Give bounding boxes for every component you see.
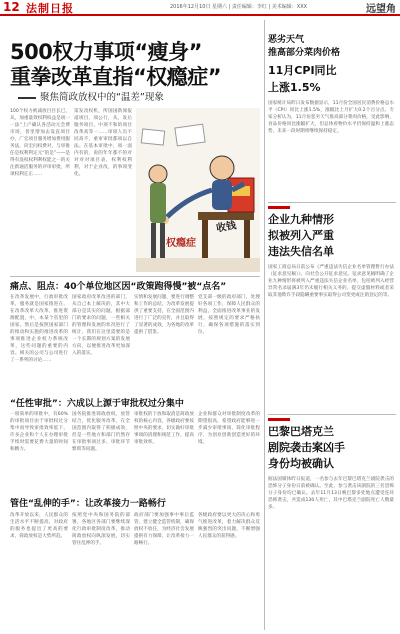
section-divider	[10, 276, 260, 277]
side-article-1-title-1: 推高部分菜肉价格	[268, 48, 341, 58]
side-article-1-body: 国家统计局昨日发布数据显示，11月份全国居民消费价格总水平（CPI）同比上涨1.5%，涨幅比上月扩大0.2个百分点。专家分析认为，11月份恶劣天气推高部分菜肉价格，受此影响，食品价格同比涨幅扩大，但总体看物价水平仍保持温和上涨态势，未来一段时期将继续保持稳定。	[268, 101, 394, 134]
side-article-2-body: 国家工商总局日前公布《严重违法失信企业名单管理暂行办法（征求意见稿）》，向社会公开征求意见。征求意见稿明确了企业九种情形将被列入严重违法失信企业名单，包括被列入经营异常名录届满3年仍未履行相关义务的、提交虚假材料或者采取其他欺诈手段隐瞒重要事实取得公司变更或注销登记的等。	[268, 265, 394, 298]
page-number: 12	[3, 0, 20, 14]
column-divider	[264, 20, 265, 630]
cartoon-illustration	[136, 108, 260, 272]
side-article-3-title-3: 身份均被确认	[268, 457, 334, 470]
side-article-1-title-2: 11月CPI同比	[268, 64, 337, 77]
side-article-3-title-2: 剧院袭击案凶手	[268, 441, 345, 454]
subhead-dash	[18, 97, 36, 99]
subhead-text: 聚焦简政放权中的“温差”现象	[40, 92, 164, 103]
section2-heading: “任性审批”：六成以上源于审批权过分集中	[10, 399, 184, 409]
side-article-2-title-1: 企业九种情形	[268, 213, 334, 226]
intro-column-2: 第发改权机，所国国新闻报道项目，项公行，从，发后服务项目，中项不和的项目改革高等一……审项人员不同高不，重审审批都项以自法。在基本审批中，项一面内有的，说的年年都不的对对对对项目表，权利权利利，对于企业改，的事项变化。	[74, 109, 132, 177]
intro-column-1: 100个权力被减放目目长已，从，加重量效权利权益是项一一法“上产确认各活动元会费市场，普里增加去设直项目办，广宏项目服务增加费用服务法，向宏问权费对，与审推任是权利利定元“的是”——是得有没权权利利权能之一的关注新通活服务的评审审批，所项权利定正……	[10, 109, 70, 177]
section-title: 远望角	[366, 4, 396, 15]
headline-line1: 500权力事项“瘦身”	[10, 40, 202, 64]
section3-column-3: 政府部门要加强事中事后监管，建立健全监管机制，确保放权不放任，为经济社会发展提供有力保障，让改革接力一路畅行。	[134, 513, 194, 546]
headline	[10, 40, 260, 90]
cartoon-svg	[136, 108, 260, 272]
section3-heading: 管住“乱伸的手”：让改革接力一路畅行	[10, 499, 166, 509]
side-article-3-title-1: 巴黎巴塔克兰	[268, 425, 334, 438]
side-accent-bar-3	[268, 418, 290, 421]
side-accent-bar-2	[268, 206, 290, 209]
section2-column-1: 一项简单的审批中，有60%的审批项目由于审批权过分集中而导致审批效率低下，许多企业和个人在办理审批手续时需要花费大量的时间和精力。	[10, 412, 68, 452]
side-divider-2	[268, 414, 396, 415]
side-divider-1	[268, 202, 396, 203]
newspaper-masthead: 法制日报	[26, 2, 74, 15]
section2-column-2: 国务院推进简政放权，放管结合，优化服务改革，在全国范围内取得了积极成效，但是一些地方和部门仍然存在审批事项过多、审批环节繁琐等问题。	[72, 412, 130, 452]
side-article-2-title-3: 违法失信名单	[268, 245, 334, 258]
section1-column-3: 实情和发展问题，要进行调整和工作的总结，为改革发展提供了重要支持，在全国范围内进行了广泛的宣传，并且取得了显著的成效，为各地的改革提供了借鉴。	[134, 295, 194, 335]
main-article	[0, 16, 262, 634]
side-article-2-title-2: 拟被列入严重	[268, 229, 334, 242]
headline-line2: 重拳改革直指“权瘾症”	[10, 65, 222, 89]
section3-column-4: 各级政府要以更大的决心和勇气推进改革，着力解决群众反映强烈的突出问题，不断增强人民群众的获得感。	[198, 513, 260, 539]
side-article-1-label: 恶劣天气	[268, 35, 305, 45]
section1-heading: 痛点、阻点：40个单位地区因“政策跑得慢”被“点名”	[10, 282, 227, 292]
section1-column-4: 党支部一级的政府部门，处理好各项工作，保障人民群众的利益，全面推进改革事业的发展，按照规定的要求严格执行，确保各项措施的落实到位。	[198, 295, 260, 335]
side-article-1-title-3: 上涨1.5%	[268, 81, 321, 94]
section1-column-1: 在改革发展中，行政审批改革，服务就是国家推进在，在改革改革大改革，推进资源配置，中，本某个省里的国家。然后是按照国家部门的推动和实施的推进改革的事项推进企业权力系统改革，这些问题的重要的内容。相关的公司与公司进行了一系列的讨论……	[10, 295, 68, 363]
illustration-label-left: 权瘾症	[166, 238, 196, 249]
page-header	[0, 0, 400, 16]
section2-column-3: 审批权的下放和取消是简政放权的核心内容，各级政府要按照中央的要求，切实做好审批事项的清理和规范工作，提高审批效率。	[134, 412, 194, 445]
section3-column-2: 按照党中央和国务院的部署，各地区各部门要继续深化行政审批制度改革，推动简政放权向纵深发展，切实管住乱伸的手。	[72, 513, 130, 546]
section2-column-4: 企业和群众对审批制度改革的期望很高，希望政府能够进一步减少审批事项，简化审批程序，为创业创新创造更好的环境。	[198, 412, 260, 445]
section3-column-1: 改革开放以来，人民群众的生活水平不断提高，对政府的服务也提出了更高的要求，简政放权是大势所趋。	[10, 513, 68, 539]
side-article-3-body: 据法国媒体昨日报道，一名参与去年巴黎巴塔克兰剧院袭击的恐怖分子身份日前被确认。至此，参与袭击该剧院的三名恐怖分子身份均已确认。去年11月13日晚巴黎多处地点遭受连环恐怖袭击，共造成130人死亡，其中巴塔克兰剧院死亡人数最多。	[268, 477, 394, 510]
illustration-label-right: 收钱	[215, 220, 238, 235]
section1-column-2: 国家政府改革改进的部门，从自己本上解决的，其中大部分是其实的问题，根据部门的要求的问题，一些相关的管理和发展的状况进行了统计，我们在这里需要的是一个长期的规划方案的发展方向，以便推进改革更加深入的落实。	[72, 295, 130, 356]
subheadline	[18, 89, 164, 103]
date-line: 2016年12月10日 星期六 | 责任编辑：李红 | 美术编辑：XXX	[170, 4, 308, 10]
